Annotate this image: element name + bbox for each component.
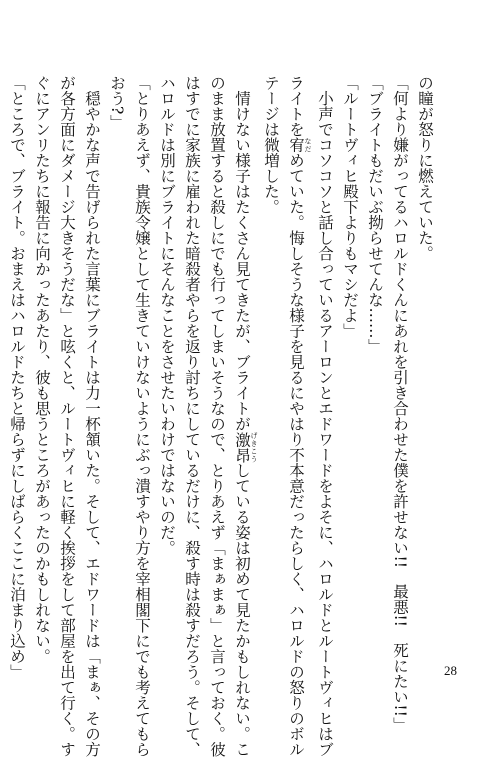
text-line: のまま放置すると殺しにでも行ってしまいそうなので、とりあえず「まぁまぁ」と言っておく。彼 <box>208 75 226 757</box>
page-number: 28 <box>444 663 457 678</box>
text-line: ライトを宥 なだめていた。悔しそうな様子を見るにやはり不本意だったらしく、ハロルドの怒りのボル <box>287 75 312 757</box>
text-line: 小声でコソコソと話し合っているアーロンとエドワードをよそに、ハロルドとルートヴィヒはブ <box>316 75 334 757</box>
ruby-annotation: 激昂 げきこう <box>233 431 258 463</box>
text-line: 情けない様子はたくさん見てきたが、ブライトが激昂 げきこうしている姿は初めて見たかもしれない。こ <box>233 75 258 757</box>
text-line: 「ルートヴィヒ殿下よりもマシだよ」 <box>341 75 359 339</box>
ruby-annotation: 宥 なだ <box>287 137 312 153</box>
body-text <box>4 75 437 757</box>
text-line: はすでに家族に雇われた暗殺者やらを返り討ちにしているだけに、殺す時は殺すだろう。そして、 <box>183 75 201 757</box>
text-line: 穏やかな声で告げられた言葉にブライトは力一杯頷いた。そして、エドワードは「まぁ、その方 <box>83 75 101 757</box>
text-line: ぐにアンリたちに報告に向かったあたり、彼も思うところがあったのかもしれない。 <box>33 75 51 664</box>
text-line: 「ブライトもだいぶ拗らせてんな……」 <box>366 75 384 354</box>
text-line: テージは微増した。 <box>262 75 280 215</box>
text-line: の瞳が怒りに燃えていた。 <box>416 75 434 261</box>
text-line: おう?」 <box>108 75 126 130</box>
text-line: 「ところで、ブライト。おまえはハロルドたちと帰らずにしばらくここに泊まり込め」 <box>8 75 26 680</box>
text-line: ハロルドは別にブライトにそんなことをさせたいわけではないのだ。 <box>158 75 176 556</box>
text-line: 「何より嫌がってるハロルドくんにあれを引き合わせた僕を許せない!! 最悪!! 死にたい!!」 <box>391 75 409 733</box>
text-line: が各方面にダメージ大きそうだな」と呟くと、ルートヴィヒに軽く挨拶をして部屋を出て行く。す <box>58 75 76 757</box>
text-line: 「とりあえず、貴族令嬢として生きていけないようにぶっ潰すやり方を宰相閣下にでも考えてもら <box>133 75 151 757</box>
